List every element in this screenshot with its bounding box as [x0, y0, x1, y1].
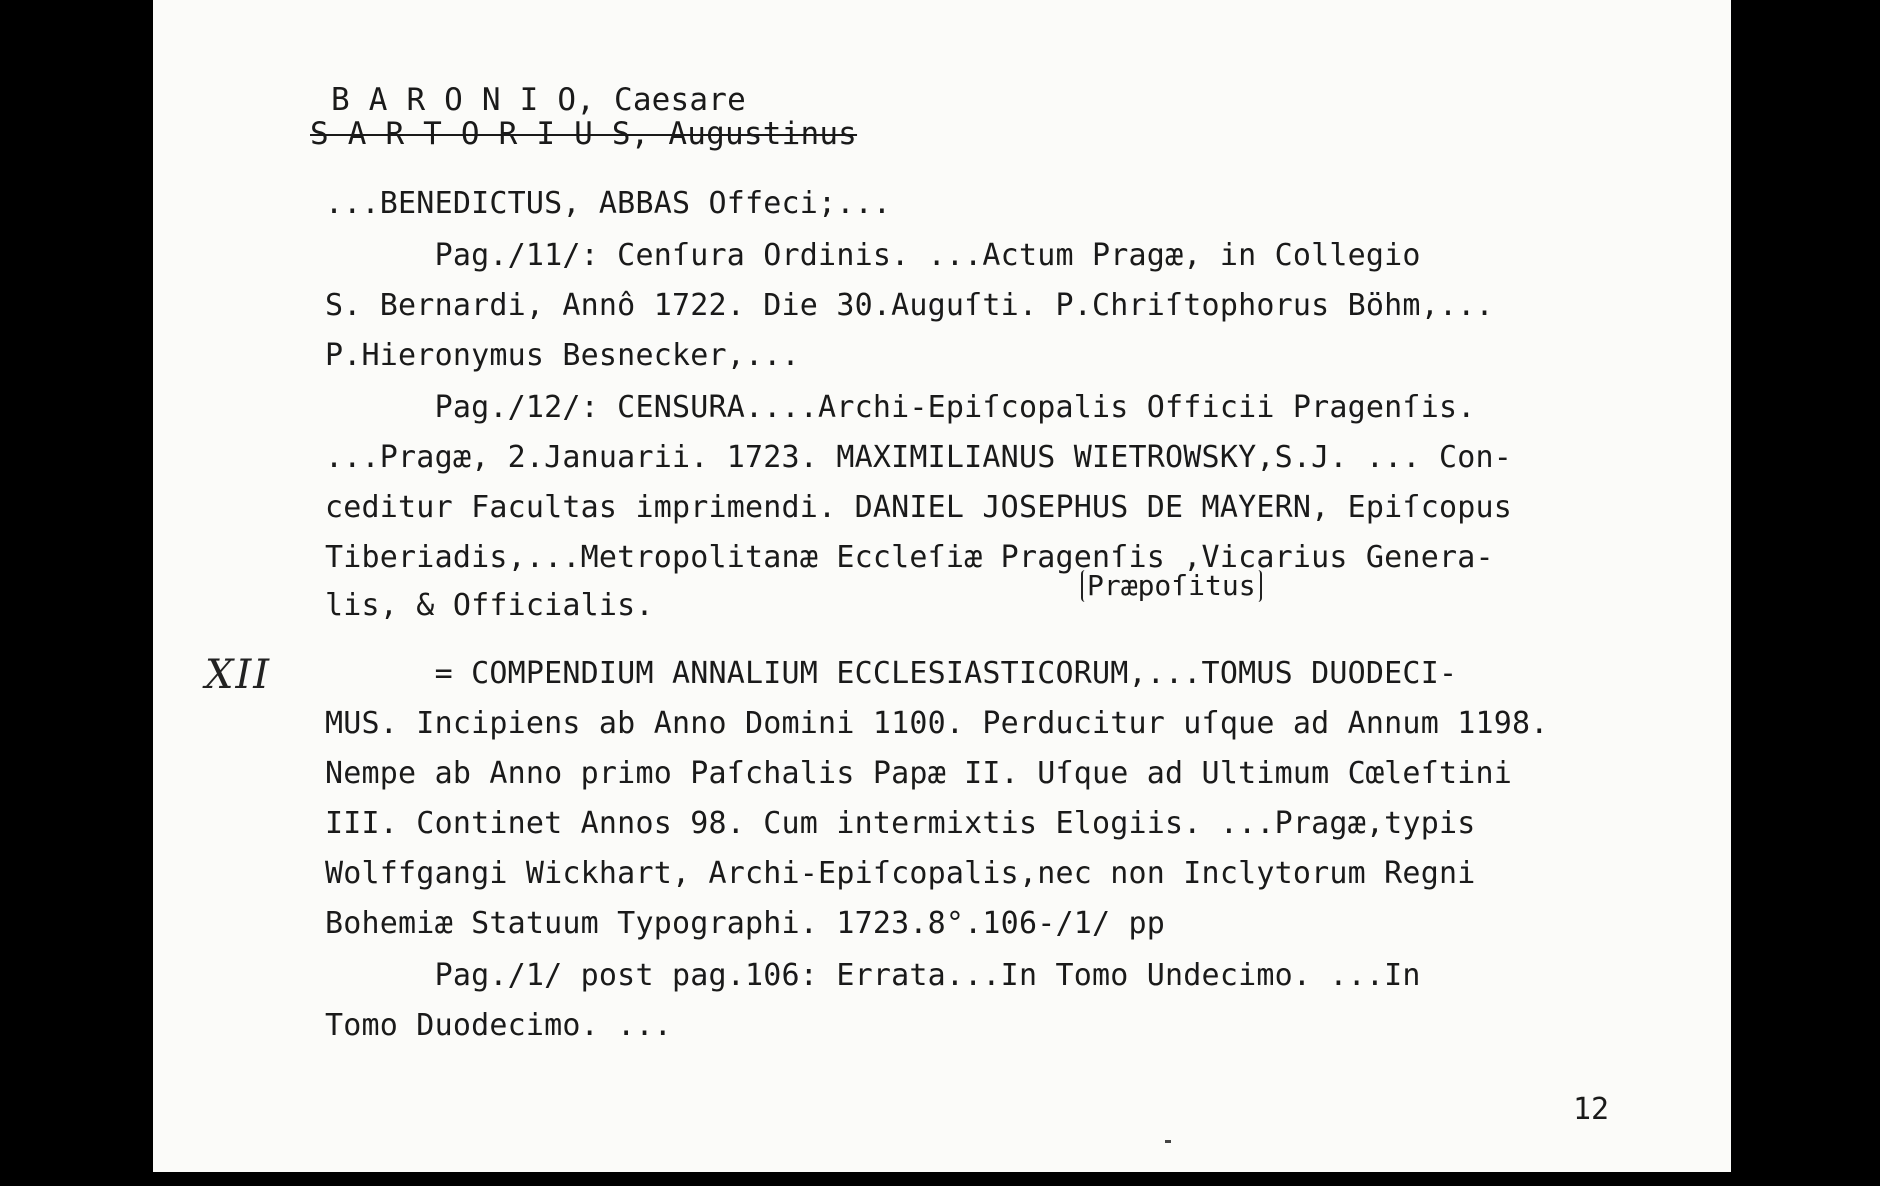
text-line-11: MUS. Incipiens ab Anno Domini 1100. Perducitur uſque ad Annum 1198. [325, 706, 1549, 741]
inserted-word-box: Præpoſitus [1081, 570, 1262, 602]
text-line-5: Pag./12/: CENSURA....Archi-Epiſcopalis Officii Pragenſis. [325, 390, 1476, 425]
struck-author-heading: S A R T O R I U S, Augustinus [310, 116, 858, 152]
text-line-13: III. Continet Annos 98. Cum intermixtis Elogiis. ...Pragæ,typis [325, 806, 1476, 841]
text-line-16: Pag./1/ post pag.106: Errata...In Tomo Undecimo. ...In [325, 958, 1421, 993]
text-line-12: Nempe ab Anno primo Paſchalis Papæ II. Uſque ad Ultimum Cœleſtini [325, 756, 1512, 791]
text-line-4: P.Hieronymus Besnecker,... [325, 338, 800, 373]
author-heading: B A R O N I O, Caesare [331, 82, 746, 118]
text-line-8: Tiberiadis,...Metropolitanæ Eccleſiæ Pragenſis ,Vicarius Genera- [325, 540, 1494, 575]
margin-note: XII [205, 652, 272, 698]
catalog-card [153, 0, 1731, 1172]
text-line-9: lis, & Officialis. [325, 588, 654, 623]
text-line-6: ...Pragæ, 2.Januarii. 1723. MAXIMILIANUS WIETROWSKY,S.J. ... Con- [325, 440, 1512, 475]
text-line-15: Bohemiæ Statuum Typographi. 1723.8°.106-/1/ pp [325, 906, 1166, 941]
card-top-edge [153, 0, 1731, 8]
text-line-3: S. Bernardi, Annô 1722. Die 30.Auguſti. P.Chriſtophorus Böhm,... [325, 288, 1494, 323]
text-line-2: Pag./11/: Cenſura Ordinis. ...Actum Pragæ, in Collegio [325, 238, 1421, 273]
text-line-1: ...BENEDICTUS, ABBAS Offeci;... [325, 186, 892, 221]
text-line-14: Wolffgangi Wickhart, Archi-Epiſcopalis,nec non Inclytorum Regni [325, 856, 1476, 891]
text-line-10: = COMPENDIUM ANNALIUM ECCLESIASTICORUM,...TOMUS DUODECI- [325, 656, 1458, 691]
text-line-7: ceditur Facultas imprimendi. DANIEL JOSEPHUS DE MAYERN, Epiſcopus [325, 490, 1512, 525]
stray-mark [1165, 1140, 1171, 1143]
page-number: 12 [1573, 1092, 1610, 1127]
text-line-17: Tomo Duodecimo. ... [325, 1008, 672, 1043]
